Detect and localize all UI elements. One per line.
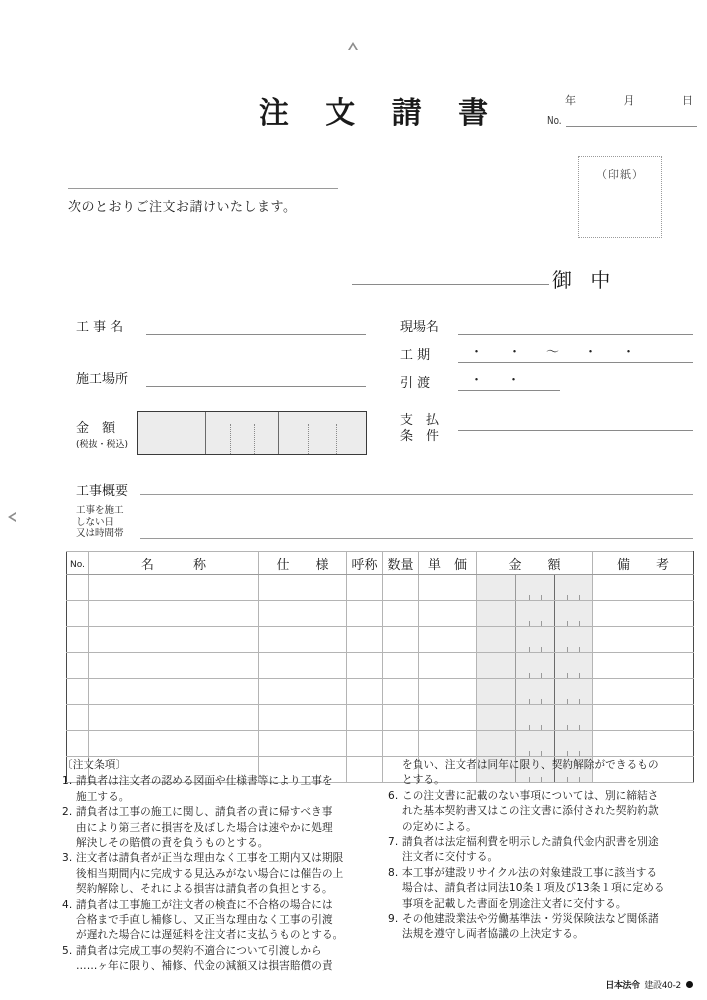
document-number-field[interactable] (547, 112, 697, 127)
amount-sublabel: (税抜・税込) (76, 440, 129, 450)
cell-name[interactable] (89, 601, 259, 627)
work-summary-label: 工事概要 (76, 484, 129, 499)
amount-label-group (76, 420, 134, 454)
term-text: 請負者は工事の施工に関し、請負者の責に帰すべき事 由により第三者に損害を及ぼした場合は速やかに処理 解決しその賠償の責を負うものとする。 (76, 806, 333, 850)
amount-cell-3[interactable] (279, 412, 366, 454)
footer-dot-icon (686, 981, 693, 988)
cell-unit-name[interactable] (347, 627, 383, 653)
cell-amount[interactable] (477, 627, 593, 653)
date-header (565, 92, 693, 108)
table-row[interactable] (67, 679, 694, 705)
table-row[interactable] (67, 653, 694, 679)
delivery-date-separators (470, 369, 520, 388)
location-label: 施工場所 (76, 372, 129, 387)
cell-spec[interactable] (259, 653, 347, 679)
delivery-label: 引 渡 (400, 376, 431, 391)
cell-no[interactable] (67, 653, 89, 679)
term-item (62, 805, 372, 851)
period-dot-1: ・ (470, 345, 484, 360)
cell-name[interactable] (89, 627, 259, 653)
term-item (388, 866, 698, 912)
cell-remarks[interactable] (593, 601, 694, 627)
terms-column-right (388, 758, 698, 975)
term-item (62, 851, 372, 897)
cell-unit-price[interactable] (419, 679, 477, 705)
cell-unit-price[interactable] (419, 705, 477, 731)
term-item (388, 789, 698, 835)
term-number: 9. (388, 913, 399, 926)
cell-quantity[interactable] (383, 575, 419, 601)
revenue-stamp-label: （印紙） (596, 168, 644, 181)
cell-name[interactable] (89, 731, 259, 757)
term-number: 2. (62, 806, 73, 819)
site-name-input[interactable] (458, 319, 693, 335)
cell-remarks[interactable] (593, 705, 694, 731)
term-number: 3. (62, 852, 73, 865)
period-date-separators (470, 341, 635, 360)
term-number: 7. (388, 836, 399, 849)
cell-remarks[interactable] (593, 627, 694, 653)
cell-unit-price[interactable] (419, 627, 477, 653)
term-item (388, 758, 698, 789)
work-name-field[interactable] (76, 316, 366, 335)
term-item (62, 944, 372, 975)
period-label: 工 期 (400, 348, 431, 363)
month-label: 月 (623, 94, 635, 107)
cell-quantity[interactable] (383, 705, 419, 731)
intro-text: 次のとおりご注文お請けいたします。 (68, 200, 297, 215)
table-row[interactable] (67, 575, 694, 601)
items-table (66, 551, 694, 783)
table-row[interactable] (67, 601, 694, 627)
cell-unit-name[interactable] (347, 601, 383, 627)
term-number: 4. (62, 898, 73, 911)
cell-no[interactable] (67, 679, 89, 705)
recipient-input[interactable] (352, 284, 549, 285)
cell-spec[interactable] (259, 601, 347, 627)
document-number-input[interactable] (566, 112, 697, 127)
delivery-dot-1: ・ (470, 373, 484, 388)
term-text: 請負者は完成工事の契約不適合について引渡しから ……ヶ年に限り、補修、代金の減額又は損害賠償の責 (76, 944, 333, 973)
form-code: 建設40-2 (644, 981, 681, 991)
cell-unit-price[interactable] (419, 601, 477, 627)
publisher-brand: 日本法令 (605, 981, 640, 991)
no-work-days-input[interactable] (140, 538, 693, 539)
payment-terms-label-line1: 支 払 (400, 413, 440, 428)
amount-cell-1[interactable] (138, 412, 206, 454)
term-text: を負い、注文者は同年に限り、契約解除ができるもの とする。 (402, 759, 659, 787)
cell-no[interactable] (67, 731, 89, 757)
year-label: 年 (565, 94, 576, 107)
term-text: この注文書に記載のない事項については、別に締結さ れた基本契約書又はこの注文書に添付された契約約款 の定めによる。 (402, 789, 659, 833)
page-title: 注 文 請 書 (258, 96, 502, 131)
day-label: 日 (682, 94, 693, 107)
no-work-days-label (76, 505, 134, 540)
term-item (62, 898, 372, 944)
term-number: 8. (388, 866, 399, 879)
cell-remarks[interactable] (593, 575, 694, 601)
terms-column-left (62, 758, 372, 975)
cell-name[interactable] (89, 575, 259, 601)
term-text: その他建設業法や労働基準法・労災保険法など関係諸 法規を遵守し両者協議の上決定する。 (402, 913, 659, 941)
term-item (62, 774, 372, 805)
registration-mark-left-icon (8, 512, 16, 522)
cell-no[interactable] (67, 627, 89, 653)
table-row[interactable] (67, 731, 694, 757)
table-row[interactable] (67, 705, 694, 731)
cell-amount[interactable] (477, 705, 593, 731)
cell-name[interactable] (89, 679, 259, 705)
cell-unit-price[interactable] (419, 731, 477, 757)
location-input[interactable] (146, 371, 366, 387)
term-text: 注文者は請負者が正当な理由なく工事を工期内又は期限 後相当期間内に完成する見込みがない場合には催告の上 契約解除し、それによる損害は請負者の負担とする。 (76, 852, 344, 896)
recipient-suffix: 御 中 (552, 268, 617, 292)
cell-unit-name[interactable] (347, 575, 383, 601)
period-range-tilde: 〜 (545, 345, 559, 360)
cell-no[interactable] (67, 705, 89, 731)
no-work-days-label-line1: 工事を施工 (76, 505, 124, 516)
term-item (388, 912, 698, 943)
publisher-footer (605, 978, 693, 991)
cell-quantity[interactable] (383, 601, 419, 627)
term-text: 請負者は工事施工が注文者の検査に不合格の場合には 合格まで手直し補修し、又正当な理由なく工事の引渡 が遅れた場合には遅延料を注文者に支払うものとする。 (76, 898, 344, 942)
payment-terms-label-line2: 条 件 (400, 429, 440, 444)
period-dot-2: ・ (507, 345, 521, 360)
cell-unit-name[interactable] (347, 653, 383, 679)
location-field[interactable] (76, 368, 366, 387)
cell-spec[interactable] (259, 731, 347, 757)
column-header-remarks: 備 考 (593, 552, 694, 575)
no-work-days-label-line2: しない日 (76, 516, 115, 528)
cell-amount[interactable] (477, 601, 593, 627)
work-summary-input[interactable] (140, 494, 693, 495)
term-text: 請負者は法定福利費を明示した請負代金内訳書を別途 注文者に交付する。 (402, 836, 659, 864)
cell-quantity[interactable] (383, 731, 419, 757)
column-header-unit-name: 呼称 (347, 552, 383, 575)
table-body (67, 575, 694, 783)
table-header-row (67, 552, 694, 575)
delivery-dot-2: ・ (506, 373, 520, 388)
intro-rule (68, 188, 338, 189)
cell-spec[interactable] (259, 679, 347, 705)
column-header-no: No. (67, 552, 89, 575)
cell-spec[interactable] (259, 705, 347, 731)
cell-remarks[interactable] (593, 653, 694, 679)
terms-heading: 〔注文条項〕 (62, 759, 127, 771)
terms-section (62, 758, 698, 975)
cell-quantity[interactable] (383, 679, 419, 705)
column-header-name: 名 称 (89, 552, 259, 575)
cell-unit-price[interactable] (419, 653, 477, 679)
registration-mark-top-icon (348, 42, 358, 50)
revenue-stamp-box[interactable] (578, 156, 662, 238)
cell-spec[interactable] (259, 575, 347, 601)
cell-quantity[interactable] (383, 653, 419, 679)
amount-input-box[interactable] (137, 411, 367, 455)
cell-unit-name[interactable] (347, 679, 383, 705)
cell-unit-name[interactable] (347, 731, 383, 757)
work-name-label: 工 事 名 (76, 320, 124, 335)
no-work-days-label-line3: 又は時間帯 (76, 528, 124, 539)
payment-terms-label (400, 413, 452, 445)
term-number: 1. (62, 775, 73, 788)
payment-terms-input[interactable] (458, 430, 693, 431)
period-dot-3: ・ (583, 345, 597, 360)
cell-amount[interactable] (477, 653, 593, 679)
cell-unit-name[interactable] (347, 705, 383, 731)
cell-amount[interactable] (477, 731, 593, 757)
cell-no[interactable] (67, 575, 89, 601)
cell-unit-price[interactable] (419, 575, 477, 601)
amount-label: 金 額 (76, 421, 116, 436)
term-number: 5. (62, 944, 73, 957)
cell-no[interactable] (67, 601, 89, 627)
cell-amount[interactable] (477, 575, 593, 601)
term-text: 本工事が建設リサイクル法の対象建設工事に該当する 場合は、請負者は同法10条１項及び13条１項に定める 事項を記載した書面を別途注文者に交付する。 (402, 866, 665, 910)
amount-cell-2[interactable] (206, 412, 279, 454)
table-row[interactable] (67, 627, 694, 653)
cell-amount[interactable] (477, 679, 593, 705)
cell-remarks[interactable] (593, 679, 694, 705)
work-name-input[interactable] (146, 319, 366, 335)
period-dot-4: ・ (621, 345, 635, 360)
site-name-label: 現場名 (400, 320, 440, 335)
cell-remarks[interactable] (593, 731, 694, 757)
term-number: 6. (388, 789, 399, 802)
site-name-field[interactable] (400, 316, 693, 335)
column-header-quantity: 数量 (383, 552, 419, 575)
term-text: 請負者は注文者の認める図面や仕様書等により工事を 施工する。 (76, 775, 333, 803)
column-header-unit-price: 単 価 (419, 552, 477, 575)
document-number-label: No. (547, 114, 562, 127)
cell-quantity[interactable] (383, 627, 419, 653)
column-header-spec: 仕 様 (259, 552, 347, 575)
cell-name[interactable] (89, 705, 259, 731)
cell-name[interactable] (89, 653, 259, 679)
term-item (388, 835, 698, 866)
column-header-amount: 金 額 (477, 552, 593, 575)
cell-spec[interactable] (259, 627, 347, 653)
